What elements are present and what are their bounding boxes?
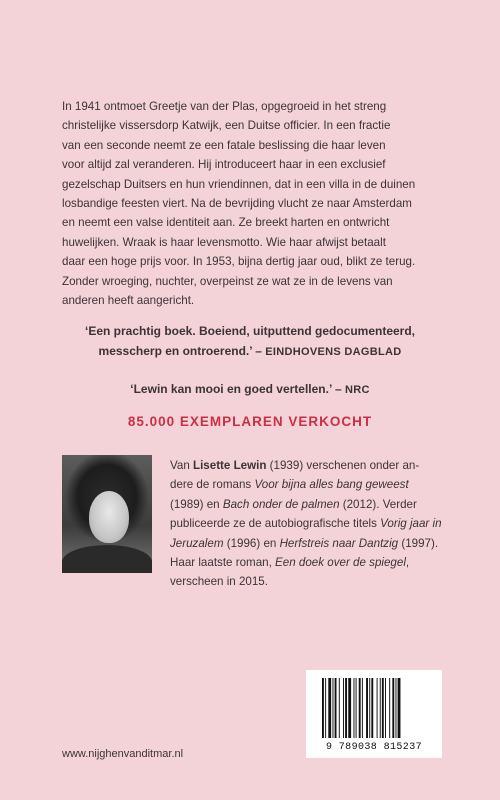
author-photo [62, 455, 152, 573]
barcode-bar [335, 678, 337, 738]
publisher-website: www.nijghenvanditmar.nl [62, 748, 184, 760]
barcode-bar [366, 678, 368, 738]
barcode-bar [392, 678, 394, 738]
barcode-bar [356, 678, 357, 738]
barcode-bar [354, 678, 355, 738]
bio-text: (2012). Verder publiceerde ze de autobiografische titels [170, 497, 417, 531]
barcode-bar [389, 678, 390, 738]
barcode-bars [320, 678, 428, 738]
quote-text: ‘Lewin kan mooi en goed vertellen.’ – [130, 382, 342, 396]
review-quote-eindhovens-dagblad [40, 322, 460, 362]
bio-text: Van [170, 459, 193, 472]
quote-line [40, 342, 460, 363]
blurb-line: losbandige feesten viert. Na de bevrijding vlucht ze naar Amsterdam [62, 197, 412, 211]
barcode-bar [333, 678, 334, 738]
barcode-bar [382, 678, 384, 738]
barcode-bar [396, 678, 397, 738]
author-face [89, 491, 129, 543]
blurb-line: daar een hoge prijs voor. In 1953, bijna dertig jaar oud, blikt ze terug. [62, 255, 416, 269]
author-bio [170, 456, 442, 592]
barcode-bar [385, 678, 386, 738]
blurb-line: christelijke vissersdorp Katwijk, een Duitse officier. In een fractie [62, 119, 391, 133]
barcode-bar [371, 678, 373, 738]
bio-text: (1996) en [223, 536, 280, 550]
isbn-number: 9 789038 815237 [325, 742, 422, 753]
barcode-bar [339, 678, 340, 738]
barcode-bar [398, 678, 401, 738]
book-title: Herfstreis naar Dantzig [279, 536, 399, 550]
quote-line: ‘Een prachtig boek. Boeiend, uitputtend gedocumenteerd, [84, 324, 416, 338]
barcode-bar [369, 678, 370, 738]
book-title: Voor bijna alles bang geweest [254, 478, 409, 492]
bio-text: (1997). Haar laatste roman, [170, 536, 439, 570]
review-quote-nrc [40, 380, 460, 401]
barcode-bar [348, 678, 351, 738]
book-title: Vorig jaar in Jeruzalem [170, 517, 442, 550]
book-title: Bach onder de palmen [222, 497, 340, 511]
quote-text: messcherp en ontroerend.’ – [98, 343, 262, 358]
barcode-bar [343, 678, 344, 738]
barcode-bar [380, 678, 381, 738]
blurb-line: huwelijken. Wraak is haar levensmotto. Wie haar afwijst betaalt [62, 235, 386, 249]
blurb-line: In 1941 ontmoet Greetje van der Plas, opgegroeid in het streng [62, 100, 387, 113]
quote-source: NRC [345, 384, 370, 396]
barcode-bar [362, 678, 363, 738]
blurb-line: gezelschap Duitsers en hun vriendinnen, dat in een villa in de duinen [62, 177, 416, 191]
author-shoulder [62, 545, 152, 573]
back-cover-blurb [62, 97, 440, 310]
blurb-line: Zonder wroeging, nuchter, overpeinst ze wat ze in de levens van [62, 274, 393, 288]
bio-text: , verscheen in 2015. [170, 556, 410, 589]
barcode-bar [345, 678, 347, 738]
barcode-bar [325, 678, 326, 738]
blurb-line: en neemt een valse identiteit aan. Ze breekt harten en ontwricht [62, 216, 390, 230]
blurb-line: van een seconde neemt ze een fatale beslissing die haar leven [62, 138, 386, 152]
bio-text: (1989) en [170, 497, 223, 511]
quote-source: EINDHOVENS DAGBLAD [265, 345, 402, 358]
bio-text: (1939) verschenen onder an-dere de romans [170, 459, 420, 492]
barcode-bar [359, 678, 361, 738]
author-name: Lisette Lewin [193, 459, 267, 472]
blurb-line: voor altijd zal veranderen. Hij introduceert haar in een exclusief [62, 158, 386, 172]
barcode-bar [377, 678, 378, 738]
isbn-barcode [306, 670, 442, 758]
barcode-bar [328, 678, 331, 738]
blurb-line: anderen heeft aangericht. [62, 294, 195, 308]
sales-headline: 85.000 EXEMPLAREN VERKOCHT [127, 414, 373, 429]
barcode-bar [322, 678, 324, 738]
book-title: Een doek over de spiegel [275, 556, 406, 570]
